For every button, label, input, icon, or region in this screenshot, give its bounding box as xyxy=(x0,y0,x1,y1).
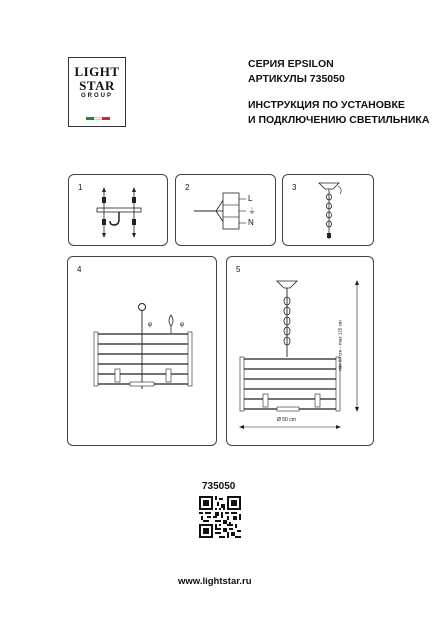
logo-line2: STAR xyxy=(79,78,115,93)
logo-line1: LIGHT xyxy=(74,64,120,79)
step-3-number: 3 xyxy=(292,183,297,192)
series-title: СЕРИЯ EPSILON xyxy=(248,58,334,70)
wire-label-ground: ⏚ xyxy=(248,207,256,216)
step-4-number: 4 xyxy=(77,265,82,274)
articles-title: АРТИКУЛЫ 735050 xyxy=(248,73,345,85)
step-2-number: 2 xyxy=(185,183,190,192)
dimensions-illustration xyxy=(227,257,375,447)
svg-text:φ: φ xyxy=(148,322,152,328)
step-1-number: 1 xyxy=(78,183,83,192)
step-5-number: 5 xyxy=(236,265,241,274)
brand-logo xyxy=(68,57,126,127)
instruction-line2: И ПОДКЛЮЧЕНИЮ СВЕТИЛЬНИКА xyxy=(248,114,430,126)
wire-label-neutral: N xyxy=(248,218,254,227)
website-link[interactable]: www.lightstar.ru xyxy=(178,576,252,587)
step-4-panel xyxy=(67,256,217,446)
step-1-panel xyxy=(68,174,168,246)
qr-code-icon xyxy=(199,496,241,538)
step-3-panel xyxy=(282,174,374,246)
canopy-chain-illustration xyxy=(283,175,375,247)
wire-label-live: L xyxy=(248,194,253,203)
italian-flag-icon xyxy=(86,117,110,120)
mounting-bracket-illustration xyxy=(69,175,169,247)
logo-line3: GROUP xyxy=(80,93,113,99)
lamp-assembly-illustration xyxy=(68,257,218,447)
wiring-illustration xyxy=(176,175,277,247)
svg-text:φ: φ xyxy=(180,322,184,328)
height-range-label: min 69 cm – max 125 cm xyxy=(337,320,343,371)
instruction-line1: ИНСТРУКЦИЯ ПО УСТАНОВКЕ xyxy=(248,99,405,111)
diameter-label: Ø 50 cm xyxy=(277,417,296,423)
step-2-panel xyxy=(175,174,276,246)
step-5-panel xyxy=(226,256,374,446)
article-number: 735050 xyxy=(202,481,236,492)
